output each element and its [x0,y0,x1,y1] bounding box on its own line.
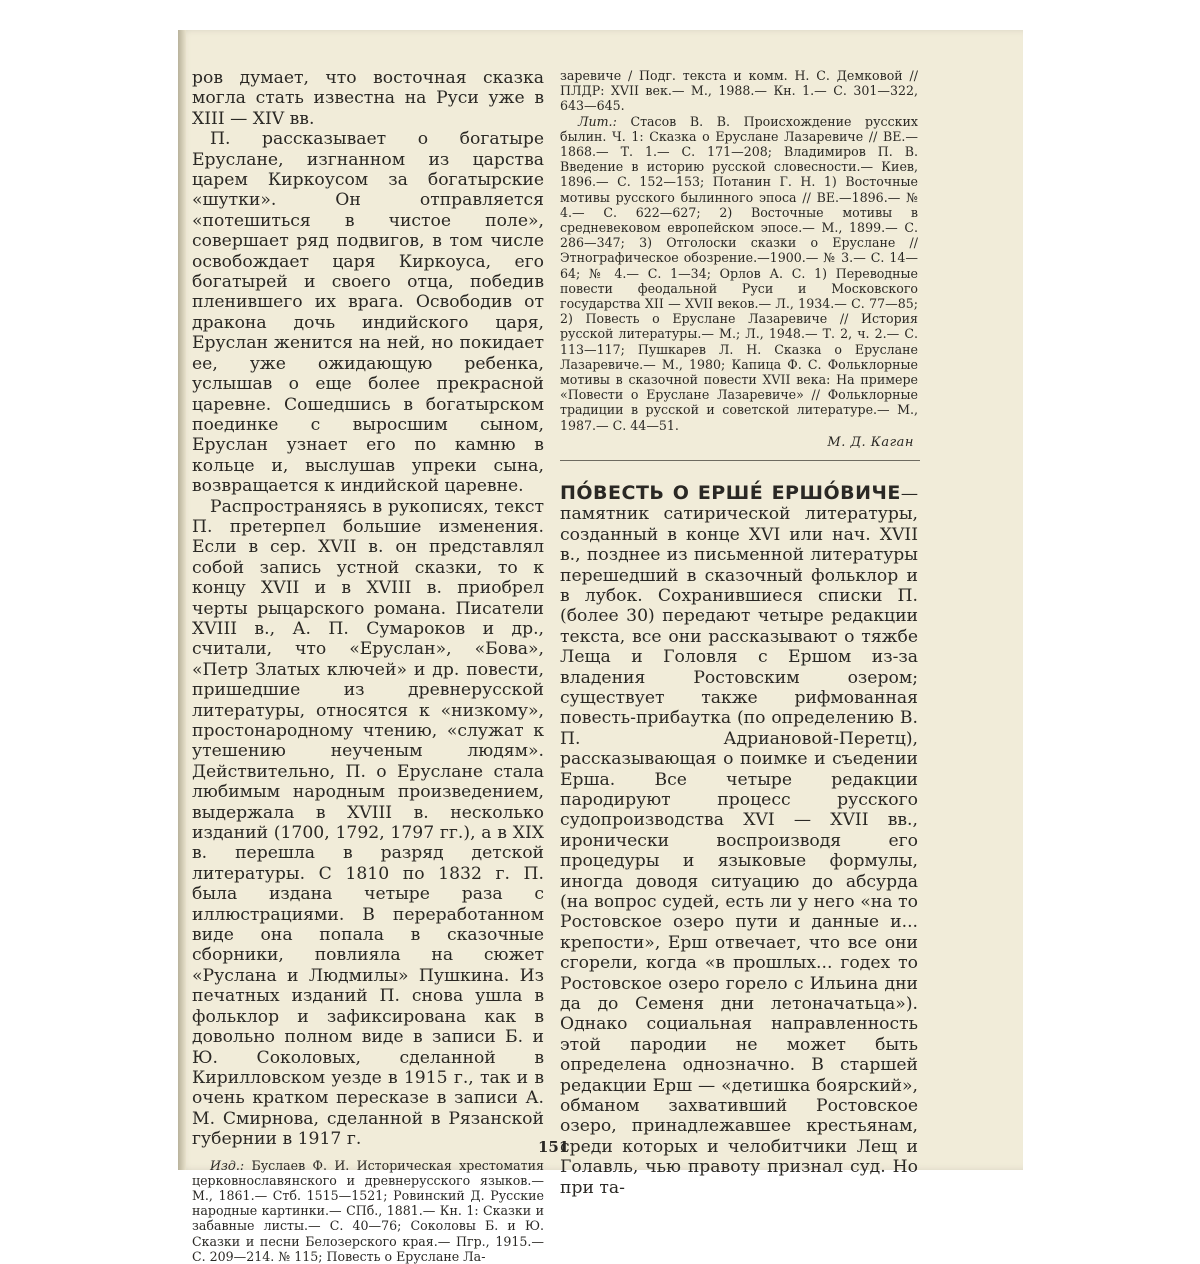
literature-text: Стасов В. В. Происхождение русских былин. Ч. 1: Сказка о Еруслане Лазаревиче // ВЕ.—1868.— Т. 1.— С. 171—208; Владимиров П. В. Введение в историю русской словесности.— Киев, 1896.— С. 152—153; Потанин Г. Н. 1) Восточные мотивы русского былинного эпоса // ВЕ.—1896.— № 4.— С. 622—627; 2) Восточные мотивы в средневековом европейском эпосе.— М., 1899.— С. 286—347; 3) Отголоски сказки о Еруслане // Этнографическое обозрение.—1900.— № 3.— С. 14—64; № 4.— С. 1—34; Орлов А. С. 1) Переводные повести феодальной Руси и Московского государства XII — XVII веков.— Л., 1934.— С. 77—85; 2) Повесть о Еруслане Лазаревиче // История русской литературы.— М.; Л., 1948.— Т. 2, ч. 2.— С. 113—117; Пушкарев Л. Н. Сказка о Еруслане Лазаревиче.— М., 1980; Капица Ф. С. Фольклорные мотивы в сказочной повести XVII века: На примере «Повести о Еруслане Лазаревиче» // Фольклорные традиции в русской и советской литературе.— М., 1987.— С. 44—51. [560,113,918,433]
literature-label: Лит.: [578,113,617,129]
paragraph-plot: П. рассказывает о богатыре Еруслане, изгнанном из царства царем Киркоусом за богатырские «шутки». Он отправляется «потешиться в чистое поле», совершает ряд подвигов, в том числе освобождает царя Киркоуса, его богатырей и своего отца, победив пленившего их врага. Освободив от дракона дочь индийского царя, Еруслан женится на ней, но покидает ее, уже ожидающую ребенка, услышав о еще более прекрасной царевне. Сошедшись в богатырском поединке с выросшим сыном, Еруслан узнает его по камню в кольце и, выслушав упреки сына, возвращается к индийской царевне. [192,129,544,497]
article-author: М. Д. Каган [827,434,914,450]
paragraph-continuation: ров думает, что восточная сказка могла стать известна на Руси уже в XIII — XIV вв. [192,68,544,129]
editions-label: Изд.: [210,1157,245,1173]
page-number: 151 [538,1138,570,1156]
entry-paragraph [560,483,918,1198]
book-page [178,30,1023,1264]
page-gutter [178,30,186,1170]
literature-block [560,114,918,433]
paragraph-history: Распространяясь в рукописях, текст П. претерпел большие изменения. Если в сер. XVII в. он представлял собой запись устной сказки, то к концу XVII и в XVIII в. приобрел черты рыцарского романа. Писатели XVIII в., А. П. Сумароков и др., считали, что «Еруслан», «Бова», «Петр Златых ключей» и др. повести, пришедшие из древнерусской литературы, относятся к «низкому», простонародному чтению, «служат к утешению неученым людям». Действительно, П. о Еруслане стала любимым народным произведением, выдержала в XVIII в. несколько изданий (1700, 1792, 1797 гг.), а в XIX в. перешла в разряд детской литературы. С 1810 по 1832 г. П. была издана четыре раза с иллюстрациями. В переработанном виде она попала в сказочные сборники, повлияла на сюжет «Руслана и Людмилы» Пушкина. Из печатных изданий П. снова ушла в фольклор и зафиксирована как в довольно полном виде в записи Б. и Ю. Соколовых, сделанной в Кирилловском уезде в 1915 г., так и в очень кратком пересказе в записи А. М. Смирнова, сделанной в Рязанской губернии в 1917 г. [192,496,544,1150]
entry-text: — памятник сатирической литературы, созданный в конце XVI или нач. XVII в., позднее из письменной литературы перешедший в сказочный фольклор и в лубок. Сохранившиеся списки П. (более 30) передают четыре редакции текста, все они рассказывают о тяжбе Леща и Головля с Ершом из-за владения Ростовским озером; существует также рифмованная повесть-прибаутка (по определению В. П. Адриановой-Перетц), рассказывающая о поимке и съедении Ерша. Все четыре редакции пародируют процесс русского судопроизводства XVI — XVII вв., иронически воспроизводя его процедуры и языковые формулы, иногда доводя ситуацию до абсурда (на вопрос судей, есть ли у него «на то Ростовское озеро пути и данные и... крепости», Ерш отвечает, что все они сгорели, когда «в прошлых... годех то Ростовское озеро горело с Ильина дни да до Семеня дни летоначатьца»). Однако социальная направленность этой пародии не может быть определена однозначно. В старшей редакции Ерш — «детишка боярский», обманом захвативший Ростовское озеро, принадлежавшее крестьянам, среди которых и челобитчики Лещ и Голавль, чью правоту признал суд. Но при та- [560,483,918,1198]
editions-text: Буслаев Ф. И. Историческая хрестоматия церковнославянского и древнерусского языков.— М., 1861.— Стб. 1515—1521; Ровинский Д. Русские народные картинки.— СПб., 1881.— Кн. 1: Сказки и забавные листы.— С. 40—76; Соколовы Б. и Ю. Сказки и песни Белозерского края.— Пгр., 1915.— С. 209—214. № 115; Повесть о Еруслане Ла- [192,1157,544,1264]
entry-headword: ПО́ВЕСТЬ О ЕРШЕ́ ЕРШО́ВИЧЕ [560,481,901,504]
right-column [560,68,918,1198]
literature-continuation: заревиче / Подг. текста и комм. Н. С. Демковой // ПЛДР: XVII век.— М., 1988.— Кн. 1.— С. 301—322, 643—645. [560,68,918,114]
entry-divider [560,460,920,461]
editions-block [192,1158,544,1264]
left-column [192,68,544,1264]
